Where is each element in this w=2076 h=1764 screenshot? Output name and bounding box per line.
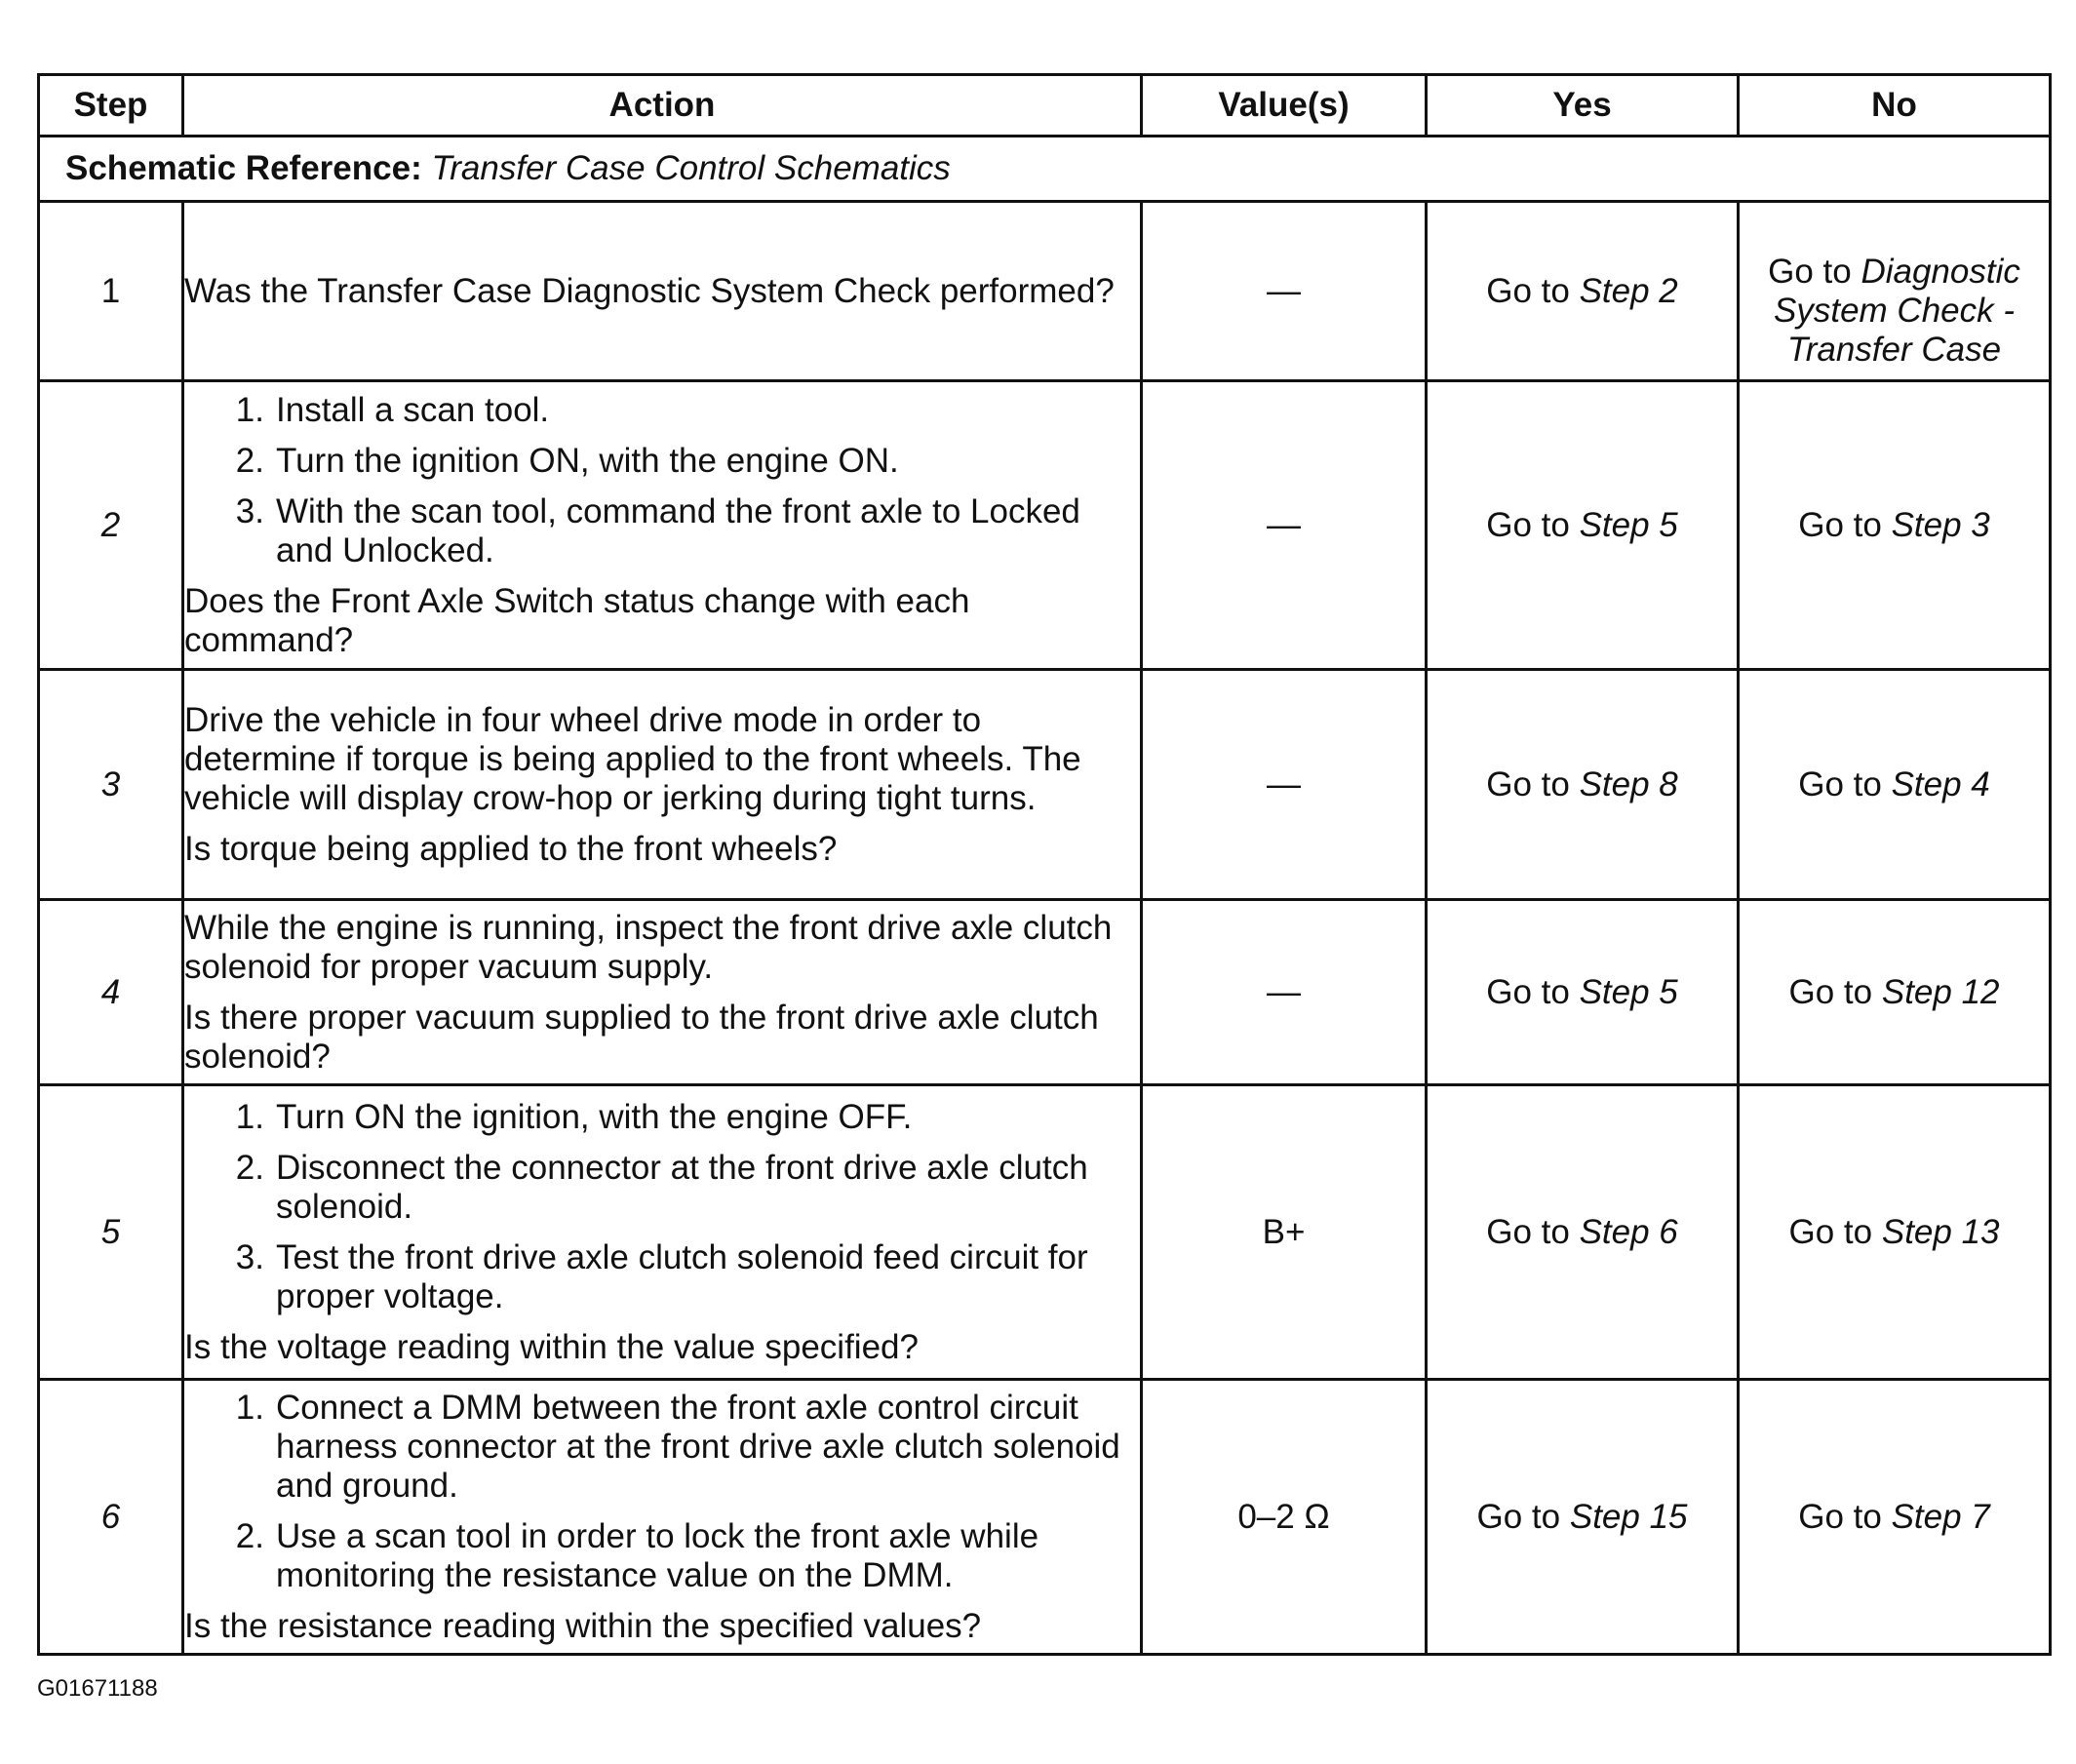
step-number: 4: [39, 900, 183, 1085]
goto-target[interactable]: Step 4: [1891, 764, 1990, 804]
table-row: [39, 900, 2051, 1085]
value-cell: B+: [1142, 1085, 1427, 1380]
yes-cell[interactable]: [1427, 1085, 1739, 1380]
action-step-item: 1. Connect a DMM between the front axle control circuit harness connector at the front drive axle clutch solenoid and ground.: [235, 1388, 1120, 1505]
yes-cell[interactable]: [1427, 670, 1739, 900]
goto-target[interactable]: Step 5: [1579, 972, 1678, 1011]
figure-id: G01671188: [37, 1675, 158, 1702]
table-row: [39, 1380, 2051, 1655]
goto-target[interactable]: Step 12: [1881, 972, 2000, 1011]
goto-target[interactable]: Step 8: [1579, 764, 1678, 804]
action-text: While the engine is running, inspect the front drive axle clutch solenoid for proper vacuum supply.: [184, 908, 1113, 986]
table-row: [39, 670, 2051, 900]
value-cell: —: [1142, 900, 1427, 1085]
action-cell: [183, 202, 1142, 381]
no-cell[interactable]: [1739, 1085, 2051, 1380]
no-cell[interactable]: [1739, 381, 2051, 670]
step-number: 3: [39, 670, 183, 900]
no-cell[interactable]: [1739, 670, 2051, 900]
schematic-reference: [39, 137, 2051, 202]
header-yes: Yes: [1427, 75, 1739, 137]
yes-cell[interactable]: [1427, 202, 1739, 381]
goto-prefix: Go to: [1768, 252, 1852, 291]
schematic-reference-link[interactable]: Transfer Case Control Schematics: [431, 149, 951, 187]
action-cell: [183, 1380, 1142, 1655]
goto-prefix: Go to: [1798, 505, 1882, 544]
step-number: 1: [39, 202, 183, 381]
goto-prefix: Go to: [1798, 764, 1882, 804]
action-step-item: 2. Use a scan tool in order to lock the front axle while monitoring the resistance value on the DMM.: [235, 1516, 1039, 1594]
no-cell[interactable]: [1739, 900, 2051, 1085]
goto-target[interactable]: Step 6: [1579, 1212, 1678, 1251]
yes-cell[interactable]: [1427, 900, 1739, 1085]
action-steps: [184, 1098, 1140, 1316]
action-text: Was the Transfer Case Diagnostic System Check performed?: [184, 271, 1115, 310]
table-row: [39, 202, 2051, 381]
no-cell[interactable]: [1739, 1380, 2051, 1655]
action-question: Is torque being applied to the front wheels?: [184, 829, 838, 868]
goto-target[interactable]: Step 15: [1569, 1497, 1688, 1536]
goto-target[interactable]: Step 7: [1891, 1497, 1990, 1536]
schematic-reference-label: Schematic Reference:: [65, 149, 422, 187]
header-action: Action: [183, 75, 1142, 137]
action-text: Drive the vehicle in four wheel drive mode in order to determine if torque is being applied to the front wheels. The vehicle will display crow-hop or jerking during tight turns.: [184, 700, 1081, 817]
schematic-reference-row: [39, 137, 2051, 202]
header-values: Value(s): [1142, 75, 1427, 137]
step-number: 5: [39, 1085, 183, 1380]
action-step-item: 2. Disconnect the connector at the front drive axle clutch solenoid.: [235, 1148, 1088, 1226]
goto-prefix: Go to: [1798, 1497, 1882, 1536]
header-row: [39, 75, 2051, 137]
action-step-item: 3. With the scan tool, command the front axle to Locked and Unlocked.: [235, 491, 1080, 569]
action-question: Does the Front Axle Switch status change with each command?: [184, 581, 970, 659]
action-question: Is the voltage reading within the value specified?: [184, 1327, 919, 1366]
action-step-item: 3. Test the front drive axle clutch solenoid feed circuit for proper voltage.: [235, 1237, 1088, 1315]
header-step: Step: [39, 75, 183, 137]
goto-target[interactable]: Step 3: [1891, 505, 1990, 544]
goto-prefix: Go to: [1486, 505, 1570, 544]
goto-prefix: Go to: [1476, 1497, 1561, 1536]
table-row: [39, 381, 2051, 670]
goto-prefix: Go to: [1788, 1212, 1873, 1251]
goto-prefix: Go to: [1486, 271, 1570, 310]
value-cell: —: [1142, 381, 1427, 670]
action-cell: [183, 670, 1142, 900]
value-cell: —: [1142, 202, 1427, 381]
goto-target[interactable]: Diagnostic System Check - Transfer Case: [1774, 252, 2020, 369]
goto-prefix: Go to: [1486, 1212, 1570, 1251]
table-row: [39, 1085, 2051, 1380]
action-cell: [183, 381, 1142, 670]
yes-cell[interactable]: [1427, 381, 1739, 670]
goto-target[interactable]: Step 5: [1579, 505, 1678, 544]
goto-target[interactable]: Step 2: [1579, 271, 1678, 310]
step-number: 6: [39, 1380, 183, 1655]
action-steps: [184, 391, 1140, 570]
action-question: Is the resistance reading within the specified values?: [184, 1606, 982, 1645]
no-cell[interactable]: [1739, 202, 2051, 381]
action-question: Is there proper vacuum supplied to the front drive axle clutch solenoid?: [184, 998, 1099, 1076]
goto-target[interactable]: Step 13: [1881, 1212, 2000, 1251]
action-step-item: 2. Turn the ignition ON, with the engine ON.: [235, 441, 899, 480]
diagnostic-table: [37, 73, 2052, 1656]
goto-prefix: Go to: [1788, 972, 1873, 1011]
value-cell: —: [1142, 670, 1427, 900]
action-step-item: 1. Install a scan tool.: [235, 390, 550, 429]
yes-cell[interactable]: [1427, 1380, 1739, 1655]
action-step-item: 1. Turn ON the ignition, with the engine OFF.: [235, 1097, 913, 1136]
action-cell: [183, 1085, 1142, 1380]
action-steps: [184, 1389, 1140, 1595]
goto-prefix: Go to: [1486, 972, 1570, 1011]
action-cell: [183, 900, 1142, 1085]
value-cell: 0–2 Ω: [1142, 1380, 1427, 1655]
goto-prefix: Go to: [1486, 764, 1570, 804]
header-no: No: [1739, 75, 2051, 137]
step-number: 2: [39, 381, 183, 670]
